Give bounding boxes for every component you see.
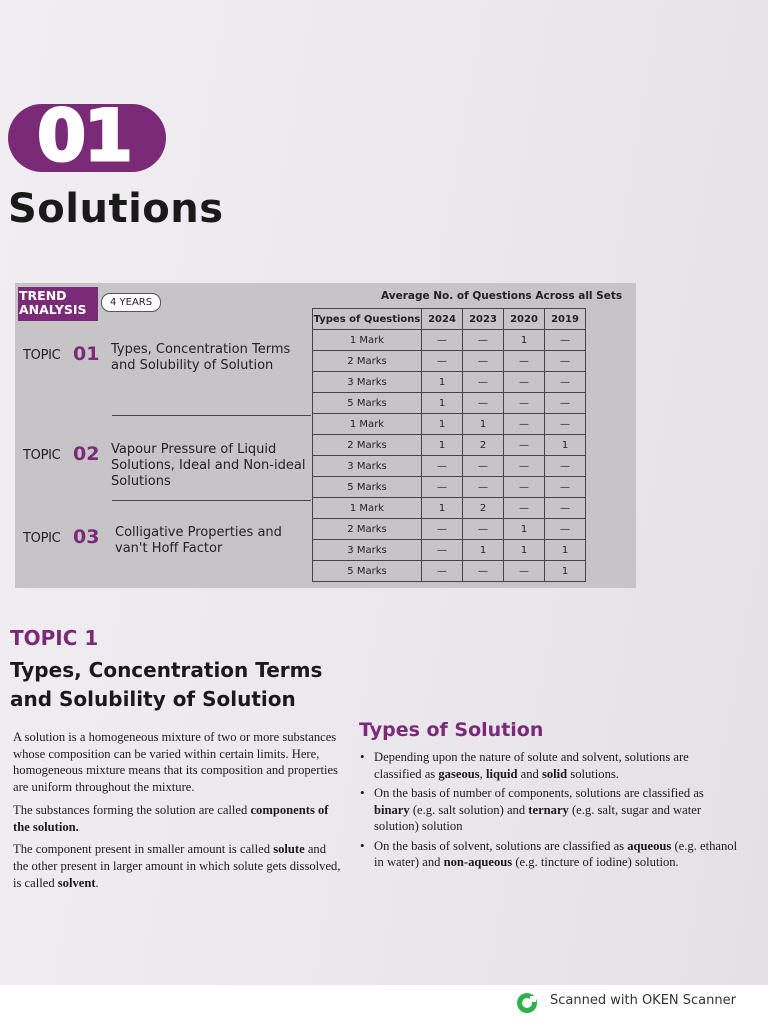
count-cell: — [545,519,586,540]
count-cell: — [504,456,545,477]
table-row [313,414,586,435]
topic-word: TOPIC [23,448,61,463]
average-header: Average No. of Questions Across all Sets [381,290,623,302]
types-of-questions-header: Types of Questions [313,309,422,330]
bleed-through-text [10,44,13,54]
list-item [359,749,739,782]
text: The component present in smaller amount is called [13,842,274,857]
text: (e.g. salt, sugar and water solution) solution [374,802,702,833]
count-cell: — [422,330,463,351]
count-cell: 1 [422,393,463,414]
list-item [359,838,739,871]
bold-term: solute [273,842,305,857]
trend-analysis-label [18,287,98,321]
topic-number: 02 [73,443,100,465]
count-cell: — [463,372,504,393]
text: (e.g. tincture of iodine) solution. [512,855,679,869]
topic-name: Vapour Pressure of Liquid Solutions, Ideal and Non-ideal Solutions [111,442,306,489]
bold-term: ternary [528,802,569,817]
count-cell: — [504,498,545,519]
count-cell: 2 [463,435,504,456]
topic-number: 01 [73,343,100,365]
types-heading: Types of Solution [359,719,544,741]
bold-term: binary [374,802,410,817]
count-cell: — [545,498,586,519]
topic-name: Types, Concentration Terms and Solubility of Solution [111,342,291,373]
count-cell: — [463,330,504,351]
topic-separator [112,500,311,501]
count-cell: 1 [422,372,463,393]
chapter-number: 01 [37,95,131,177]
topic-title: Types, Concentration Terms and Solubility of Solution [10,658,323,711]
count-cell: 1 [504,540,545,561]
table-row [313,456,586,477]
text: On the basis of number of components, solutions are classified as [374,786,704,800]
bold-term: liquid [485,766,518,781]
marks-cell: 1 Mark [313,414,422,435]
count-cell: 1 [463,540,504,561]
table-row [313,519,586,540]
text: , [479,766,486,781]
topic-word: TOPIC [23,348,61,363]
year-header: 2019 [545,309,586,330]
bold-term: non-aqueous [443,855,513,869]
count-cell: 1 [422,414,463,435]
table-row [313,561,586,582]
count-cell: 1 [545,561,586,582]
text: and [517,766,542,781]
count-cell: — [422,561,463,582]
text: and the other present in larger amount in which solute gets dissolved, is called [13,842,341,890]
bold-term: solid [541,766,568,781]
text: (e.g. salt solution) and [409,802,529,817]
year-header: 2024 [422,309,463,330]
text: solutions. [567,766,619,781]
types-list [359,749,739,874]
table-row [313,351,586,372]
topic-name: Colligative Properties and van't Hoff Factor [115,525,282,556]
intro-text [13,729,343,897]
count-cell: — [422,477,463,498]
table-row [313,540,586,561]
trend-label-line2: ANALYSIS [19,302,87,317]
count-cell: — [545,330,586,351]
count-cell: — [545,414,586,435]
count-cell: 1 [545,540,586,561]
topic-separator [112,415,311,416]
table-row [313,477,586,498]
marks-cell: 3 Marks [313,372,422,393]
trend-label-line1: TREND [19,288,67,303]
count-cell: — [504,393,545,414]
list-item [359,785,739,835]
count-cell: 2 [463,498,504,519]
scanner-logo-icon [516,992,538,1014]
text: On the basis of solvent, solutions are classified as [374,838,628,853]
table-row [313,435,586,456]
topic-heading: TOPIC 1 [10,626,99,650]
count-cell: — [545,456,586,477]
count-cell: — [463,456,504,477]
marks-cell: 2 Marks [313,435,422,456]
count-cell: — [463,477,504,498]
count-cell: — [463,519,504,540]
bold-term: components of the solution. [13,802,329,834]
count-cell: — [422,456,463,477]
topic-word: TOPIC [23,531,61,546]
count-cell: — [545,372,586,393]
count-cell: — [545,351,586,372]
chapter-title: Solutions [8,186,224,232]
text: Depending upon the nature of solute and solvent, solutions are classified as [374,750,689,781]
text: . [95,875,99,890]
marks-cell: 5 Marks [313,477,422,498]
count-cell: — [504,561,545,582]
years-badge: 4 YEARS [101,293,161,312]
count-cell: — [504,435,545,456]
marks-cell: 3 Marks [313,540,422,561]
count-cell: 1 [463,414,504,435]
bold-term: solvent [57,875,96,890]
count-cell: 1 [545,435,586,456]
count-cell: 1 [504,330,545,351]
count-cell: — [463,561,504,582]
count-cell: — [545,477,586,498]
count-cell: — [422,540,463,561]
count-cell: — [504,414,545,435]
paragraph: A solution is a homogeneous mixture of two or more substances whose composition can be varied within certain limits. Here, homogeneous mixture means that its composition and properties are uniform throughout the mixture. [13,730,338,795]
bold-term: aqueous [627,838,672,853]
marks-cell: 5 Marks [313,393,422,414]
text: (e.g. ethanol in water) and [374,838,738,869]
marks-cell: 1 Mark [313,498,422,519]
count-cell: — [463,393,504,414]
marks-cell: 2 Marks [313,351,422,372]
count-cell: — [463,351,504,372]
bold-term: gaseous [438,766,480,781]
marks-cell: 3 Marks [313,456,422,477]
marks-cell: 1 Mark [313,330,422,351]
marks-cell: 5 Marks [313,561,422,582]
text: The substances forming the solution are called [13,802,251,817]
paragraph [13,802,343,835]
count-cell: — [504,351,545,372]
grid-header-row [313,309,586,330]
scanner-watermark: Scanned with OKEN Scanner [550,993,736,1008]
count-cell: 1 [422,498,463,519]
table-row [313,372,586,393]
count-cell: — [504,477,545,498]
table-row [313,393,586,414]
count-cell: 1 [422,435,463,456]
count-cell: 1 [504,519,545,540]
count-cell: — [545,393,586,414]
table-row [313,498,586,519]
table-row [313,330,586,351]
trend-analysis-table [15,283,636,588]
paragraph [13,841,343,891]
question-grid [312,308,586,582]
count-cell: — [504,372,545,393]
topic-number: 03 [73,526,100,548]
count-cell: — [422,519,463,540]
year-header: 2020 [504,309,545,330]
marks-cell: 2 Marks [313,519,422,540]
year-header: 2023 [463,309,504,330]
count-cell: — [422,351,463,372]
